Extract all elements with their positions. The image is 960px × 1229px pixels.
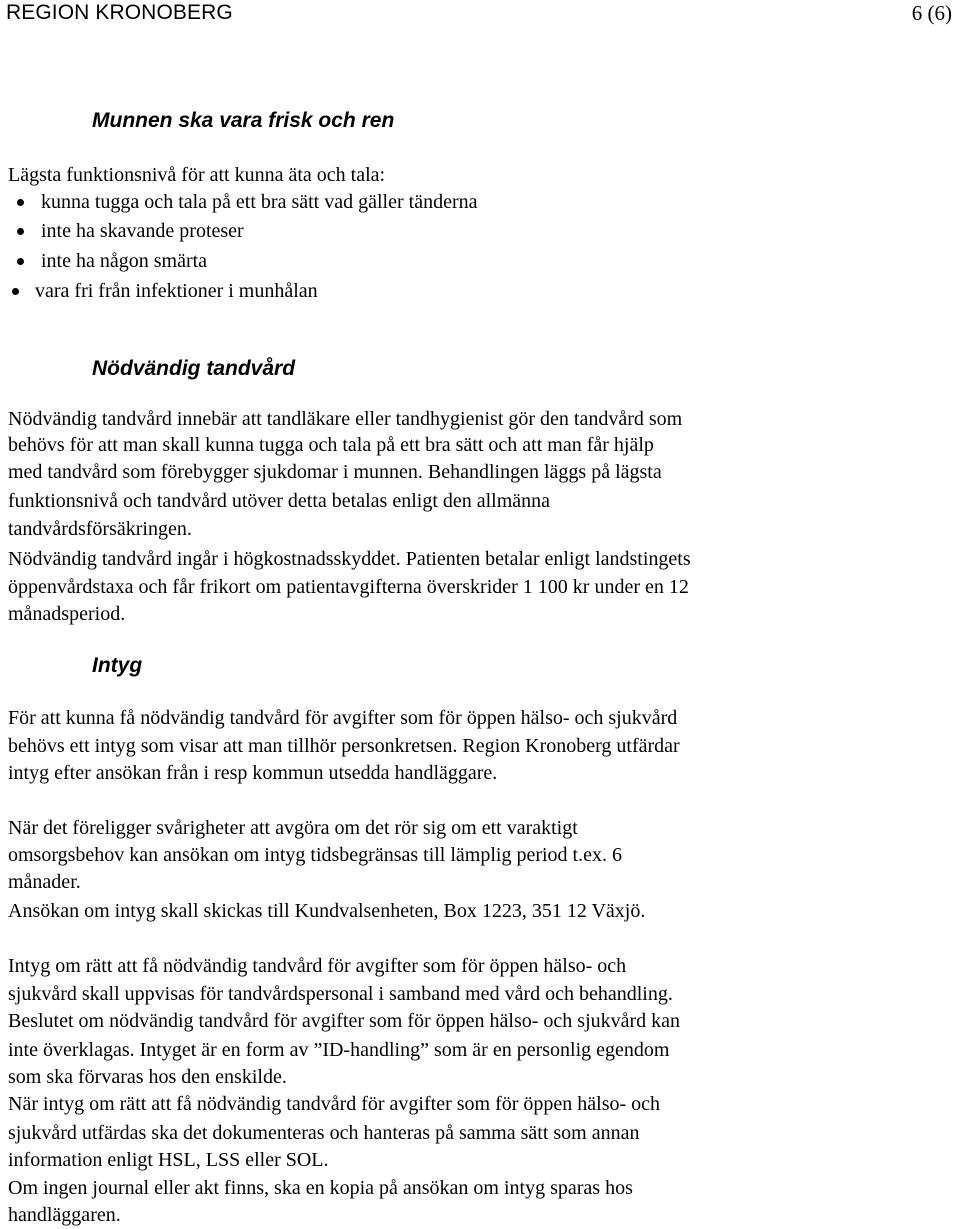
list-item-text: kunna tugga och tala på ett bra sätt vad gäller tänderna [41, 191, 478, 213]
organization-name: REGION KRONOBERG [6, 1, 233, 24]
bullet-icon [12, 288, 19, 295]
text-line: behövs ett intyg som visar att man tillhör personkretsen. Region Kronoberg utfärdar [8, 735, 680, 757]
text-line: som ska förvaras hos den enskilde. [8, 1066, 287, 1088]
bullet-icon [17, 199, 24, 206]
list-item-text: inte ha skavande proteser [41, 220, 244, 242]
text-line: Nödvändig tandvård ingår i högkostnadsskyddet. Patienten betalar enligt landstingets [8, 548, 691, 570]
text-line: När det föreligger svårigheter att avgöra om det rör sig om ett varaktigt [8, 817, 578, 839]
page-header [0, 0, 960, 30]
text-line: intyg efter ansökan från i resp kommun utsedda handläggare. [8, 762, 498, 784]
text-line: omsorgsbehov kan ansökan om intyg tidsbegränsas till lämplig period t.ex. 6 [8, 844, 622, 866]
heading-necessary-dental-care: Nödvändig tandvård [92, 357, 296, 380]
heading-mouth: Munnen ska vara frisk och ren [92, 109, 395, 132]
text-line: Nödvändig tandvård innebär att tandläkare eller tandhygienist gör den tandvård som [8, 408, 683, 430]
text-line: öppenvårdstaxa och får frikort om patientavgifterna överskrider 1 100 kr under en 12 [8, 576, 689, 598]
text-line: med tandvård som förebygger sjukdomar i munnen. Behandlingen läggs på lägsta [8, 461, 662, 483]
text-line: Ansökan om intyg skall skickas till Kundvalsenheten, Box 1223, 351 12 Växjö. [8, 900, 646, 922]
list-item-text: inte ha någon smärta [41, 250, 208, 272]
text-line: När intyg om rätt att få nödvändig tandvård för avgifter som för öppen hälso- och [8, 1093, 661, 1115]
text-line: För att kunna få nödvändig tandvård för avgifter som för öppen hälso- och sjukvård [8, 707, 678, 729]
text-line: handläggaren. [8, 1204, 121, 1226]
text-line: Beslutet om nödvändig tandvård för avgifter som för öppen hälso- och sjukvård kan [8, 1010, 681, 1032]
text-line: funktionsnivå och tandvård utöver detta betalas enligt den allmänna [8, 490, 551, 512]
bullet-icon [17, 258, 24, 265]
text-line: månader. [8, 871, 81, 893]
text-line: månadsperiod. [8, 603, 126, 625]
text-line: Om ingen journal eller akt finns, ska en kopia på ansökan om intyg sparas hos [8, 1177, 633, 1199]
text-line: tandvårdsförsäkringen. [8, 518, 192, 540]
page-number: 6 (6) [911, 1, 952, 25]
text-line: behövs för att man skall kunna tugga och tala på ett bra sätt och att man får hjälp [8, 434, 654, 456]
text-line: inte överklagas. Intyget är en form av ”ID-handling” som är en personlig egendom [8, 1039, 670, 1061]
bullet-icon [17, 228, 24, 235]
text-line: information enligt HSL, LSS eller SOL. [8, 1149, 329, 1171]
heading-certificate: Intyg [92, 654, 143, 677]
mouth-intro: Lägsta funktionsnivå för att kunna äta och tala: [8, 164, 386, 186]
list-item-text: vara fri från infektioner i munhålan [35, 280, 318, 302]
text-line: Intyg om rätt att få nödvändig tandvård för avgifter som för öppen hälso- och [8, 955, 627, 977]
text-line: sjukvård utfärdas ska det dokumenteras och hanteras på samma sätt som annan [8, 1122, 640, 1144]
text-line: sjukvård skall uppvisas för tandvårdspersonal i samband med vård och behandling. [8, 983, 673, 1005]
